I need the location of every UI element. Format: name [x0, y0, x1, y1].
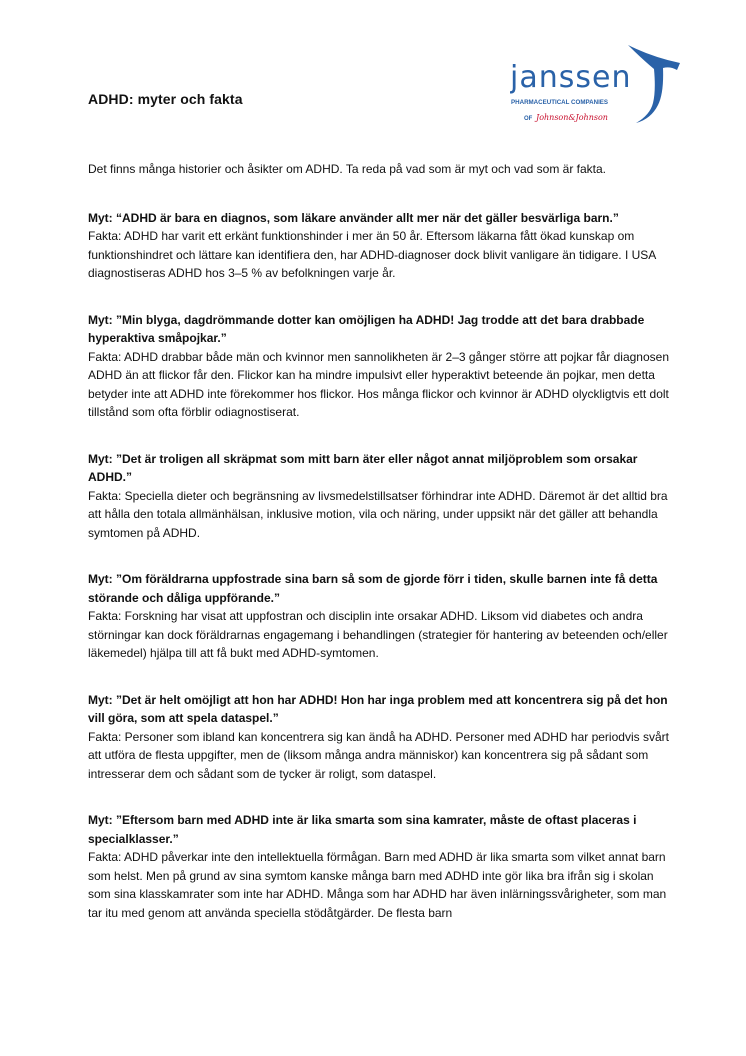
- fact-text: Fakta: Forskning har visat att uppfostran och disciplin inte orsakar ADHD. Liksom vid diabetes och andra störningar kan dock föräldrarnas engagemang i behandlingen (strategier för hantering av beteenden och/eller läkemedel) hjälpa till att få bukt med ADHD-symtomen.: [88, 609, 668, 660]
- page-title: ADHD: myter och fakta: [88, 91, 243, 107]
- fact-text: Fakta: ADHD har varit ett erkänt funktionshinder i mer än 50 år. Eftersom läkarna fått ökad kunskap om funktionshindret och lättare kan identifiera den, har ADHD-diagnoser dock blivit vanligare än tidigare. I USA diagnostiseras ADHD hos 3–5 % av befolkningen varje år.: [88, 229, 656, 280]
- logo-subtitle: PHARMACEUTICAL COMPANIES: [511, 99, 609, 106]
- myth-text: Myt: ”Det är helt omöjligt att hon har ADHD! Hon har inga problem med att koncentrera sig på det hon vill göra, som att spela dataspel.”: [88, 692, 668, 725]
- logo-swoosh-icon: [628, 45, 680, 123]
- myth-fact-item: [88, 209, 673, 283]
- fact-text: Fakta: Speciella dieter och begränsning av livsmedelstillsatser förhindrar inte ADHD. Däremot är det alltid bra att hålla den totala allmänhälsan, inklusive motion, vila och näring, under uppsikt när det gäller att behandla symtomen på ADHD.: [88, 488, 668, 540]
- logo-brand-text: janssen: [510, 60, 632, 95]
- myth-text: Myt: “ADHD är bara en diagnos, som läkare använder allt mer när det gäller besvärliga barn.”: [88, 210, 619, 225]
- myth-fact-item: [88, 450, 673, 543]
- myth-fact-item: [88, 570, 673, 663]
- myth-text: Myt: ”Det är troligen all skräpmat som mitt barn äter eller något annat miljöproblem som orsakar ADHD.”: [88, 451, 638, 484]
- janssen-logo: [510, 43, 685, 133]
- fact-text: Fakta: ADHD drabbar både män och kvinnor men sannolikheten är 2–3 gånger större att pojkar får diagnosen ADHD än att flickor får den. Flickor kan ha mindre impulsivt eller hyperaktivt beteende än pojkar, men detta betyder inte att ADHD inte förekommer hos flickor. Hos många flickor och kvinnor är ADHD olyckligtvis ett dolt tillstånd som ofta förblir odiagnostiserat.: [88, 349, 670, 419]
- myth-text: Myt: ”Om föräldrarna uppfostrade sina barn så som de gjorde förr i tiden, skulle barnen inte få detta störande och dåliga uppförande.”: [88, 572, 658, 605]
- logo-of-text: OF: [524, 116, 533, 122]
- fact-text: Fakta: Personer som ibland kan koncentrera sig kan ändå ha ADHD. Personer med ADHD har periodvis svårt att utföra de flesta uppgifter, men de (liksom många andra människor) kan koncentrera sig på sådant som intresserar dem och sådant som de tycker är roligt, som dataspel.: [88, 729, 669, 781]
- myth-fact-item: [88, 311, 673, 422]
- logo-parent-text: Johnson&Johnson: [536, 113, 608, 122]
- myth-fact-item: [88, 811, 673, 922]
- intro-paragraph: Det finns många historier och åsikter om ADHD. Ta reda på vad som är myt och vad som är fakta.: [88, 162, 606, 176]
- myth-text: Myt: ”Eftersom barn med ADHD inte är lika smarta som sina kamrater, måste de oftast placeras i specialklasser.”: [88, 813, 637, 846]
- fact-text: Fakta: ADHD påverkar inte den intellektuella förmågan. Barn med ADHD är lika smarta som vilket annat barn som helst. Men på grund av sina symtom kanske många barn med ADHD inte gör lika bra ifrån sig i skolan som sina klasskamrater som inte har ADHD. Många som har ADHD har även inlärningssvårigheter, som man tar itu med genom att använda speciella stödåtgärder. De flesta barn: [88, 850, 667, 920]
- myth-fact-item: [88, 691, 673, 784]
- document-body: [88, 160, 673, 950]
- myth-text: Myt: ”Min blyga, dagdrömmande dotter kan omöjligen ha ADHD! Jag trodde att det bara drabbade hyperaktiva småpojkar.”: [88, 312, 645, 345]
